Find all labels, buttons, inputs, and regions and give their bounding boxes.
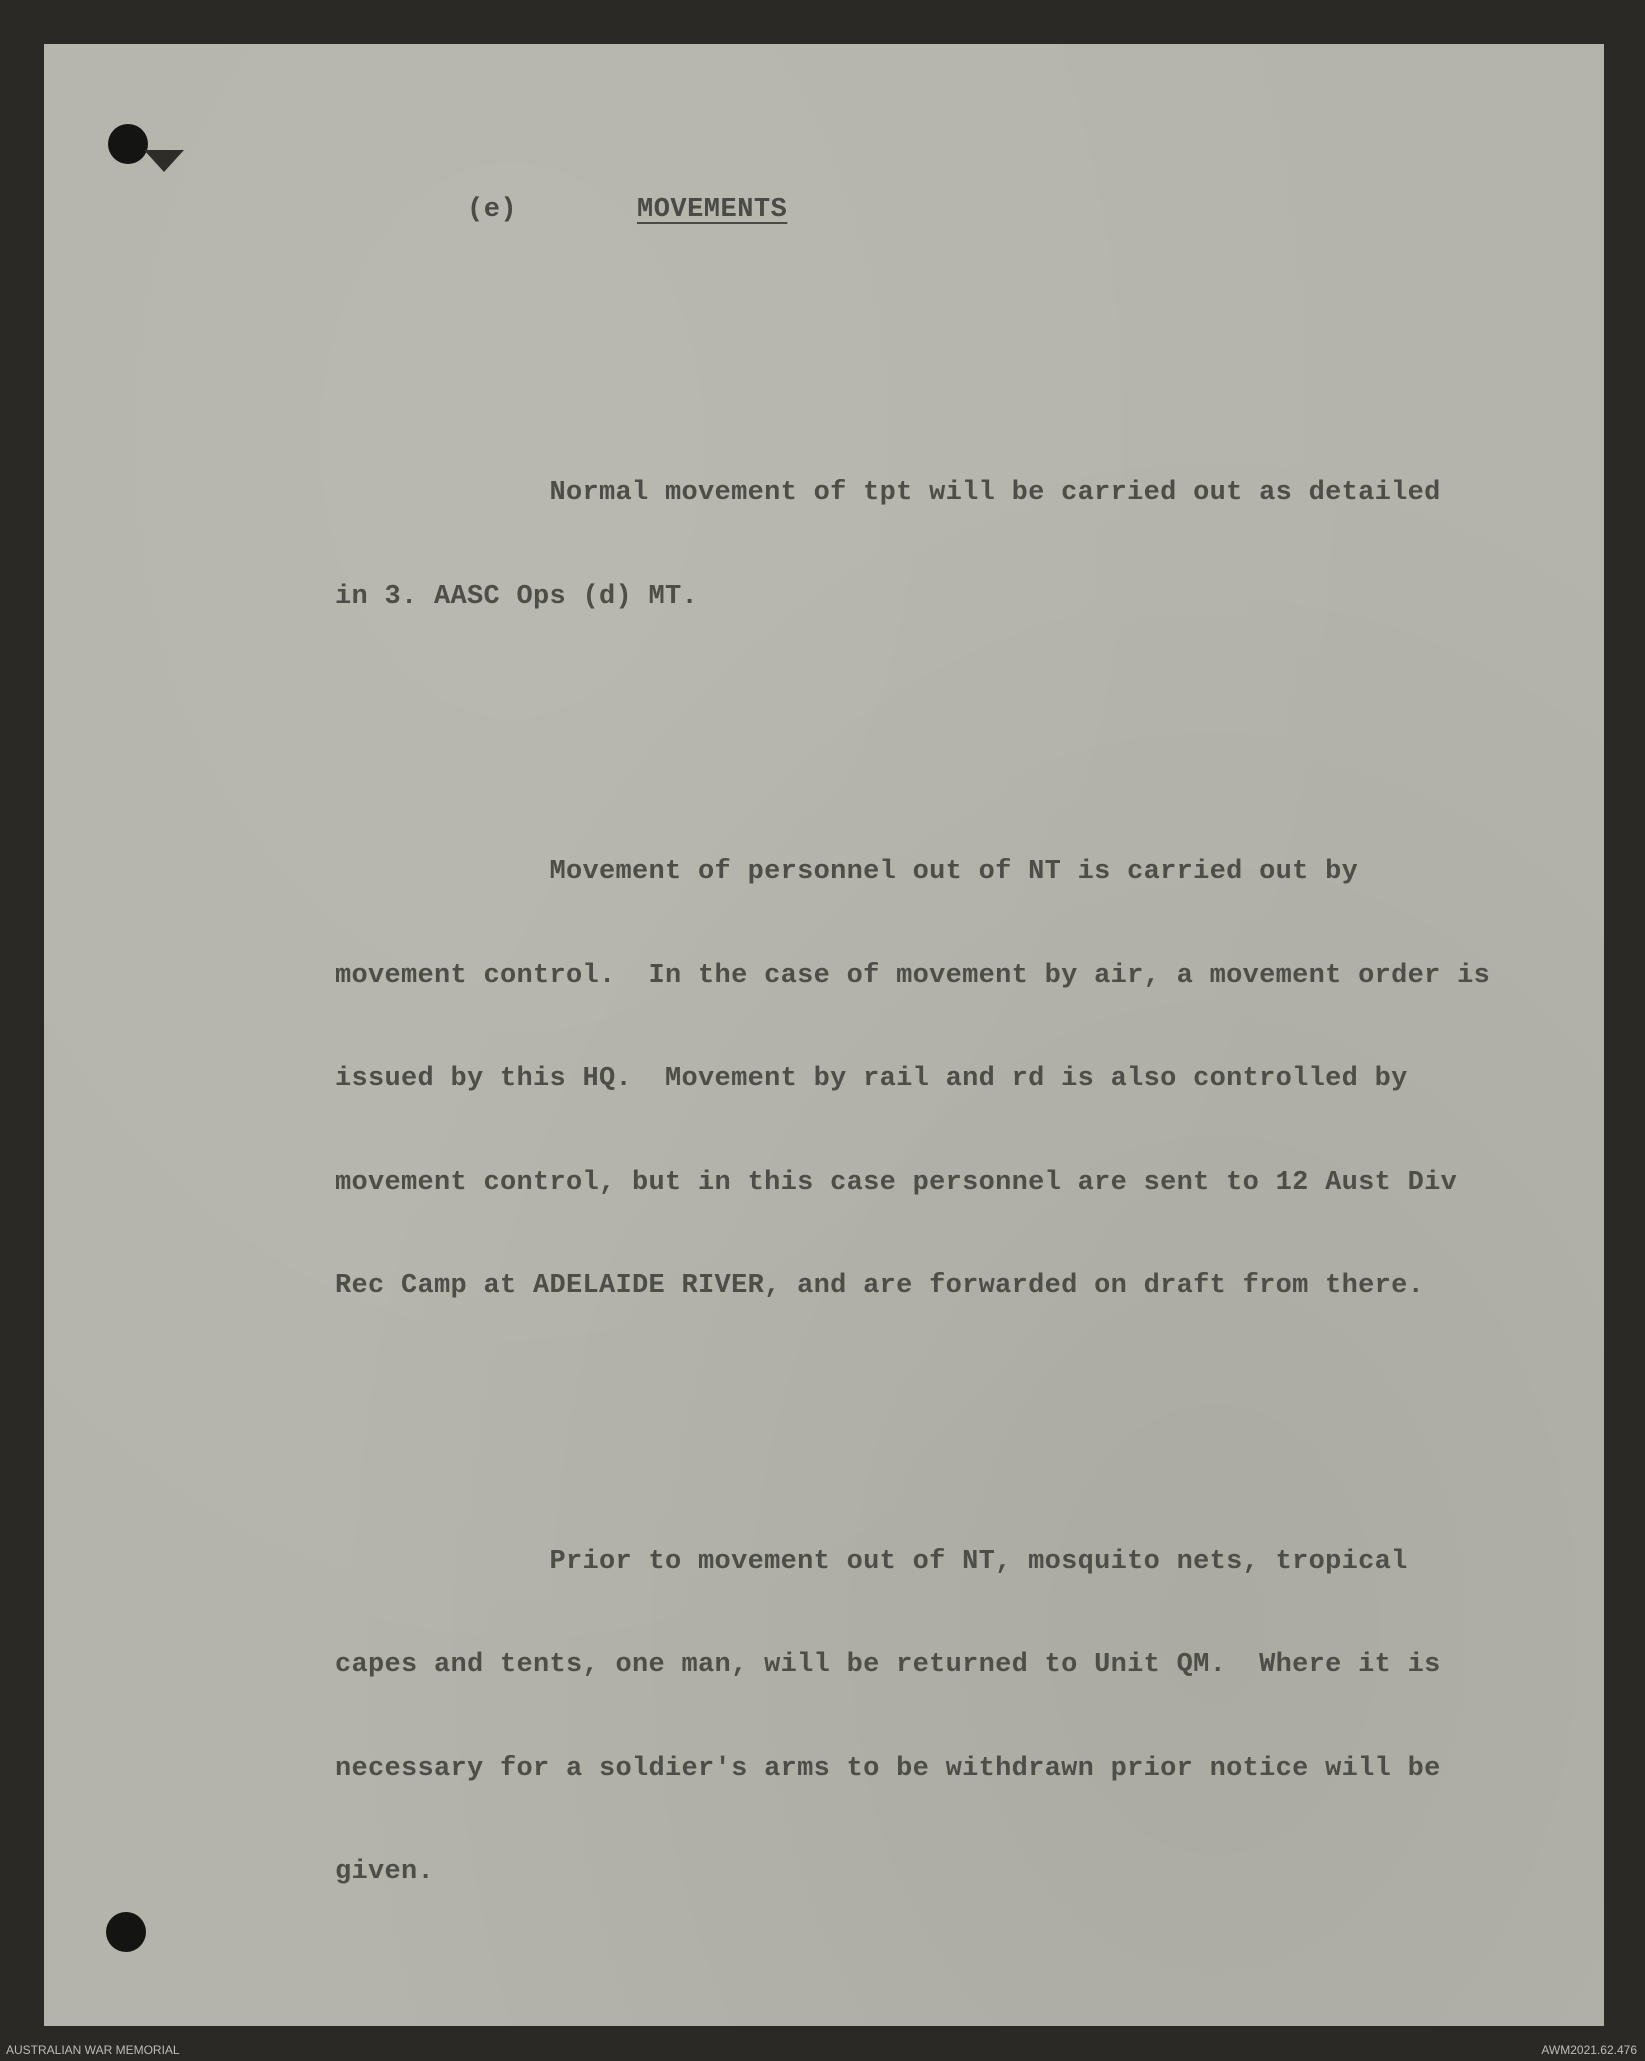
- paragraph-line: Prior to movement out of NT, mosquito nets, tropical: [335, 1546, 1408, 1577]
- paragraph-2: [335, 786, 1505, 1373]
- paragraph-3: [335, 1476, 1505, 1959]
- punch-hole-top: [108, 124, 148, 164]
- document-body: [335, 338, 1505, 2027]
- paper-tear-mark: [144, 150, 184, 172]
- paragraph-1: [335, 407, 1505, 683]
- paragraph-line: Movement of personnel out of NT is carried out by: [335, 857, 1359, 887]
- section-heading: [467, 195, 787, 225]
- paragraph-line: Normal movement of tpt will be carried out as detailed: [335, 478, 1441, 508]
- footer-reference: AWM2021.62.476: [1541, 2043, 1637, 2057]
- section-title: MOVEMENTS: [637, 195, 788, 225]
- paragraph-line: movement control. In the case of movement by air, a movement order is: [335, 960, 1491, 991]
- section-letter: (e): [467, 195, 518, 225]
- paragraph-line: Rec Camp at ADELAIDE RIVER, and are forwarded on draft from there.: [335, 1271, 1425, 1301]
- paragraph-line: in 3. AASC Ops (d) MT.: [335, 581, 699, 612]
- footer-institution: AUSTRALIAN WAR MEMORIAL: [6, 2043, 180, 2057]
- punch-hole-bottom: [106, 1912, 146, 1952]
- paragraph-line: capes and tents, one man, will be returned to Unit QM. Where it is: [335, 1650, 1441, 1680]
- paragraph-line: necessary for a soldier's arms to be withdrawn prior notice will be: [335, 1753, 1441, 1784]
- paragraph-line: issued by this HQ. Movement by rail and rd is also controlled by: [335, 1064, 1408, 1094]
- paragraph-line: movement control, but in this case personnel are sent to 12 Aust Div: [335, 1167, 1458, 1198]
- paragraph-line: given.: [335, 1857, 435, 1887]
